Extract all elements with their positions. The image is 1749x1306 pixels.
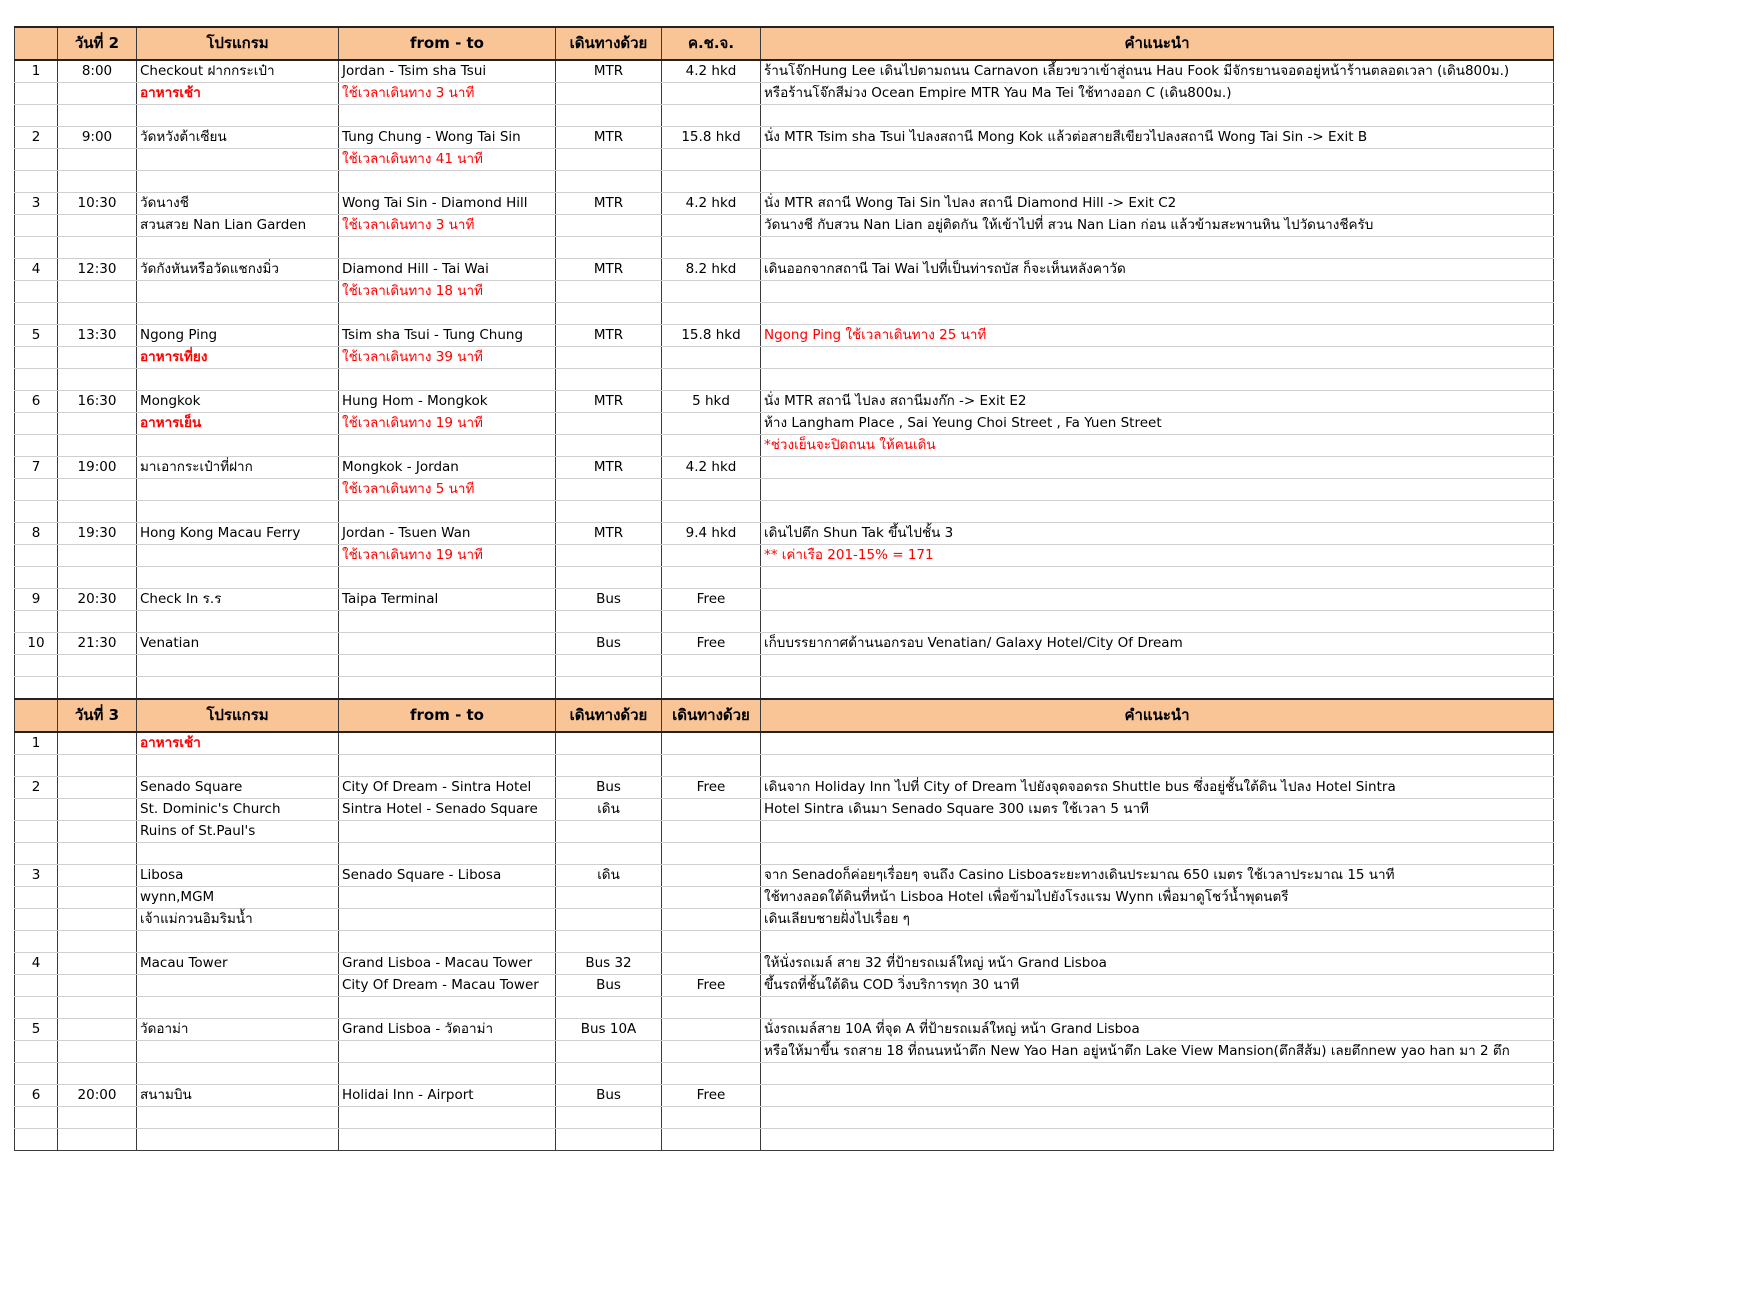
row-transport: Bus (556, 975, 662, 997)
row-advice: ให้นั่งรถเมล์ สาย 32 ที่ป้ายรถเมล์ใหญ่ หน้า Grand Lisboa (761, 953, 1554, 975)
table-row (15, 457, 1554, 479)
row-route: Diamond Hill - Tai Wai (339, 259, 556, 281)
row-route: Wong Tai Sin - Diamond Hill (339, 193, 556, 215)
itinerary-sheet (14, 26, 1554, 1151)
table-row (15, 953, 1554, 975)
row-route: Mongkok - Jordan (339, 457, 556, 479)
row-program: Mongkok (137, 391, 339, 413)
row-program: อาหารเที่ยง (137, 347, 339, 369)
row-advice: ขึ้นรถที่ชั้นใต้ดิน COD วิ่งบริการทุก 30 นาที (761, 975, 1554, 997)
header-day: วันที่ 2 (58, 27, 137, 60)
row-transport: MTR (556, 127, 662, 149)
table-row (15, 1085, 1554, 1107)
row-transport: Bus (556, 589, 662, 611)
row-route: Grand Lisboa - Macau Tower (339, 953, 556, 975)
table-row (15, 821, 1554, 843)
table-row (15, 799, 1554, 821)
row-route: Tsim sha Tsui - Tung Chung (339, 325, 556, 347)
row-program: Check In ร.ร (137, 589, 339, 611)
row-no: 6 (15, 1085, 58, 1107)
row-advice: นั่งรถเมล์สาย 10A ที่จุด A ที่ป้ายรถเมล์ใหญ่ หน้า Grand Lisboa (761, 1019, 1554, 1041)
table-row (15, 347, 1554, 369)
row-program: Ruins of St.Paul's (137, 821, 339, 843)
header-from-to: from - to (339, 699, 556, 732)
row-advice: Ngong Ping ใช้เวลาเดินทาง 25 นาที (761, 325, 1554, 347)
row-program: วัดหวังต้าเซียน (137, 127, 339, 149)
header-advice: คำแนะนำ (761, 699, 1554, 732)
row-time: 19:30 (58, 523, 137, 545)
row-transport: MTR (556, 259, 662, 281)
table-row (15, 60, 1554, 83)
row-route: Jordan - Tsim sha Tsui (339, 60, 556, 83)
row-time: 9:00 (58, 127, 137, 149)
table-row (15, 325, 1554, 347)
row-advice: นั่ง MTR สถานี Wong Tai Sin ไปลง สถานี Diamond Hill -> Exit C2 (761, 193, 1554, 215)
row-transport: MTR (556, 60, 662, 83)
row-time: 19:00 (58, 457, 137, 479)
row-no: 9 (15, 589, 58, 611)
row-transport: MTR (556, 391, 662, 413)
row-program: อาหารเย็น (137, 413, 339, 435)
row-transport: MTR (556, 325, 662, 347)
table-row (15, 259, 1554, 281)
table-row (15, 865, 1554, 887)
table-row (15, 545, 1554, 567)
row-advice: เดินเลียบชายฝั่งไปเรื่อย ๆ (761, 909, 1554, 931)
row-advice: หรือให้มาขึ้น รถสาย 18 ที่ถนนหน้าตึก New Yao Han อยู่หน้าตึก Lake View Mansion(ตึกสีส้ม) เลยตึกnew yao han มา 2 ตึก (761, 1041, 1554, 1063)
row-time: 10:30 (58, 193, 137, 215)
table-row (15, 83, 1554, 105)
header-no (15, 27, 58, 60)
row-route: Sintra Hotel - Senado Square (339, 799, 556, 821)
row-no: 1 (15, 732, 58, 755)
row-advice: หรือร้านโจ๊กสีม่วง Ocean Empire MTR Yau Ma Tei ใช้ทางออก C (เดิน800ม.) (761, 83, 1554, 105)
row-transport: Bus (556, 1085, 662, 1107)
row-program: สวนสวย Nan Lian Garden (137, 215, 339, 237)
row-route: ใช้เวลาเดินทาง 19 นาที (339, 545, 556, 567)
row-no: 1 (15, 60, 58, 83)
row-no: 4 (15, 259, 58, 281)
row-program: วัดนางชี (137, 193, 339, 215)
row-fare: Free (662, 777, 761, 799)
table-row (15, 1041, 1554, 1063)
table-row (15, 435, 1554, 457)
row-program: Checkout ฝากกระเป๋า (137, 60, 339, 83)
header-fare: ค.ช.จ. (662, 27, 761, 60)
row-transport: Bus (556, 777, 662, 799)
row-fare: 4.2 hkd (662, 193, 761, 215)
row-no: 3 (15, 193, 58, 215)
row-program: St. Dominic's Church (137, 799, 339, 821)
row-route: ใช้เวลาเดินทาง 18 นาที (339, 281, 556, 303)
table-row (15, 149, 1554, 171)
table-row (15, 1019, 1554, 1041)
row-advice: เดินออกจากสถานี Tai Wai ไปที่เป็นท่ารถบัส ก็จะเห็นหลังคาวัด (761, 259, 1554, 281)
table-row (15, 732, 1554, 755)
header-day: วันที่ 3 (58, 699, 137, 732)
row-transport: เดิน (556, 865, 662, 887)
table-row (15, 589, 1554, 611)
row-fare: 15.8 hkd (662, 325, 761, 347)
table-row (15, 633, 1554, 655)
table-row (15, 909, 1554, 931)
table-row (15, 975, 1554, 997)
table-row (15, 391, 1554, 413)
table-row (15, 413, 1554, 435)
row-fare: 5 hkd (662, 391, 761, 413)
row-advice: ** เค่าเรือ 201-15% = 171 (761, 545, 1554, 567)
row-transport: Bus 10A (556, 1019, 662, 1041)
table-row (15, 479, 1554, 501)
row-time: 20:00 (58, 1085, 137, 1107)
row-no: 4 (15, 953, 58, 975)
row-program: Ngong Ping (137, 325, 339, 347)
row-route: ใช้เวลาเดินทาง 3 นาที (339, 215, 556, 237)
row-advice: ห้าง Langham Place , Sai Yeung Choi Street , Fa Yuen Street (761, 413, 1554, 435)
row-time: 16:30 (58, 391, 137, 413)
table-row (15, 127, 1554, 149)
row-route: Tung Chung - Wong Tai Sin (339, 127, 556, 149)
row-program: มาเอากระเป๋าที่ฝาก (137, 457, 339, 479)
row-route: ใช้เวลาเดินทาง 39 นาที (339, 347, 556, 369)
row-program: Macau Tower (137, 953, 339, 975)
row-program: วัดกังหันหรือวัดแชกงมิ่ว (137, 259, 339, 281)
row-time: 8:00 (58, 60, 137, 83)
row-no: 5 (15, 325, 58, 347)
header-from-to: from - to (339, 27, 556, 60)
itinerary-table (14, 26, 1554, 1151)
row-route: ใช้เวลาเดินทาง 3 นาที (339, 83, 556, 105)
row-advice: วัดนางชี กับสวน Nan Lian อยู่ติดกัน ให้เข้าไปที่ สวน Nan Lian ก่อน แล้วข้ามสะพานหิน ไปวัดนางชีครับ (761, 215, 1554, 237)
row-fare: Free (662, 633, 761, 655)
row-program: สนามบิน (137, 1085, 339, 1107)
table-row (15, 523, 1554, 545)
row-program: วัดอาม่า (137, 1019, 339, 1041)
row-fare: 4.2 hkd (662, 457, 761, 479)
row-route: Grand Lisboa - วัดอาม่า (339, 1019, 556, 1041)
table-row (15, 193, 1554, 215)
header-transport: เดินทางด้วย (556, 27, 662, 60)
row-transport: เดิน (556, 799, 662, 821)
row-program: อาหารเช้า (137, 83, 339, 105)
header-advice: คำแนะนำ (761, 27, 1554, 60)
row-program: อาหารเช้า (137, 732, 339, 755)
row-route: City Of Dream - Macau Tower (339, 975, 556, 997)
row-time: 20:30 (58, 589, 137, 611)
table-row (15, 281, 1554, 303)
row-fare: 15.8 hkd (662, 127, 761, 149)
header-fare: เดินทางด้วย (662, 699, 761, 732)
table-row (15, 887, 1554, 909)
row-transport: MTR (556, 523, 662, 545)
row-route: Hung Hom - Mongkok (339, 391, 556, 413)
row-route: ใช้เวลาเดินทาง 5 นาที (339, 479, 556, 501)
row-route: ใช้เวลาเดินทาง 41 นาที (339, 149, 556, 171)
row-route: Holidai Inn - Airport (339, 1085, 556, 1107)
row-no: 5 (15, 1019, 58, 1041)
row-fare: Free (662, 1085, 761, 1107)
row-fare: Free (662, 975, 761, 997)
row-fare: 9.4 hkd (662, 523, 761, 545)
table-row (15, 215, 1554, 237)
row-transport: Bus 32 (556, 953, 662, 975)
row-transport: MTR (556, 457, 662, 479)
row-no: 6 (15, 391, 58, 413)
row-advice: ใช้ทางลอดใต้ดินที่หน้า Lisboa Hotel เพื่อข้ามไปยังโรงแรม Wynn เพื่อมาดูโชว์น้ำพุดนตรี (761, 887, 1554, 909)
row-advice: จาก Senadoก็ค่อยๆเรื่อยๆ จนถึง Casino Lisboaระยะทางเดินประมาณ 650 เมตร ใช้เวลาประมาณ 15 นาที (761, 865, 1554, 887)
row-transport: MTR (556, 193, 662, 215)
row-advice: เก็บบรรยากาศด้านนอกรอบ Venatian/ Galaxy Hotel/City Of Dream (761, 633, 1554, 655)
row-advice: ร้านโจ๊กHung Lee เดินไปตามถนน Carnavon เลี้ยวขวาเข้าสู่ถนน Hau Fook มีจักรยานจอดอยู่หน้าร้านตลอดเวลา (เดิน800ม.) (761, 60, 1554, 83)
row-advice: เดินจาก Holiday Inn ไปที่ City of Dream ไปยังจุดจอดรถ Shuttle bus ซึ่งอยู่ชั้นใต้ดิน ไปลง Hotel Sintra (761, 777, 1554, 799)
row-time: 21:30 (58, 633, 137, 655)
row-advice: นั่ง MTR สถานี ไปลง สถานีมงก๊ก -> Exit E2 (761, 391, 1554, 413)
day3-header-row (15, 699, 1554, 732)
header-program: โปรแกรม (137, 27, 339, 60)
row-program: Hong Kong Macau Ferry (137, 523, 339, 545)
row-program: Senado Square (137, 777, 339, 799)
row-route: Jordan - Tsuen Wan (339, 523, 556, 545)
row-route: ใช้เวลาเดินทาง 19 นาที (339, 413, 556, 435)
row-route: Senado Square - Libosa (339, 865, 556, 887)
row-no: 3 (15, 865, 58, 887)
row-no: 10 (15, 633, 58, 655)
row-advice: นั่ง MTR Tsim sha Tsui ไปลงสถานี Mong Kok แล้วต่อสายสีเขียวไปลงสถานี Wong Tai Sin -> Exit B (761, 127, 1554, 149)
row-program: Libosa (137, 865, 339, 887)
header-transport: เดินทางด้วย (556, 699, 662, 732)
table-row (15, 777, 1554, 799)
row-fare: 4.2 hkd (662, 60, 761, 83)
row-program: Venatian (137, 633, 339, 655)
row-no: 2 (15, 777, 58, 799)
row-advice: Hotel Sintra เดินมา Senado Square 300 เมตร ใช้เวลา 5 นาที (761, 799, 1554, 821)
row-program: เจ้าแม่กวนอิมริมน้ำ (137, 909, 339, 931)
row-no: 7 (15, 457, 58, 479)
row-advice: เดินไปตึก Shun Tak ขึ้นไปชั้น 3 (761, 523, 1554, 545)
row-no: 8 (15, 523, 58, 545)
header-program: โปรแกรม (137, 699, 339, 732)
row-time: 12:30 (58, 259, 137, 281)
row-no: 2 (15, 127, 58, 149)
row-route: Taipa Terminal (339, 589, 556, 611)
day2-header-row (15, 27, 1554, 60)
row-time: 13:30 (58, 325, 137, 347)
header-no (15, 699, 58, 732)
row-program: wynn,MGM (137, 887, 339, 909)
row-route: City Of Dream - Sintra Hotel (339, 777, 556, 799)
row-transport: Bus (556, 633, 662, 655)
row-fare: 8.2 hkd (662, 259, 761, 281)
row-fare: Free (662, 589, 761, 611)
row-advice: *ช่วงเย็นจะปิดถนน ให้คนเดิน (761, 435, 1554, 457)
